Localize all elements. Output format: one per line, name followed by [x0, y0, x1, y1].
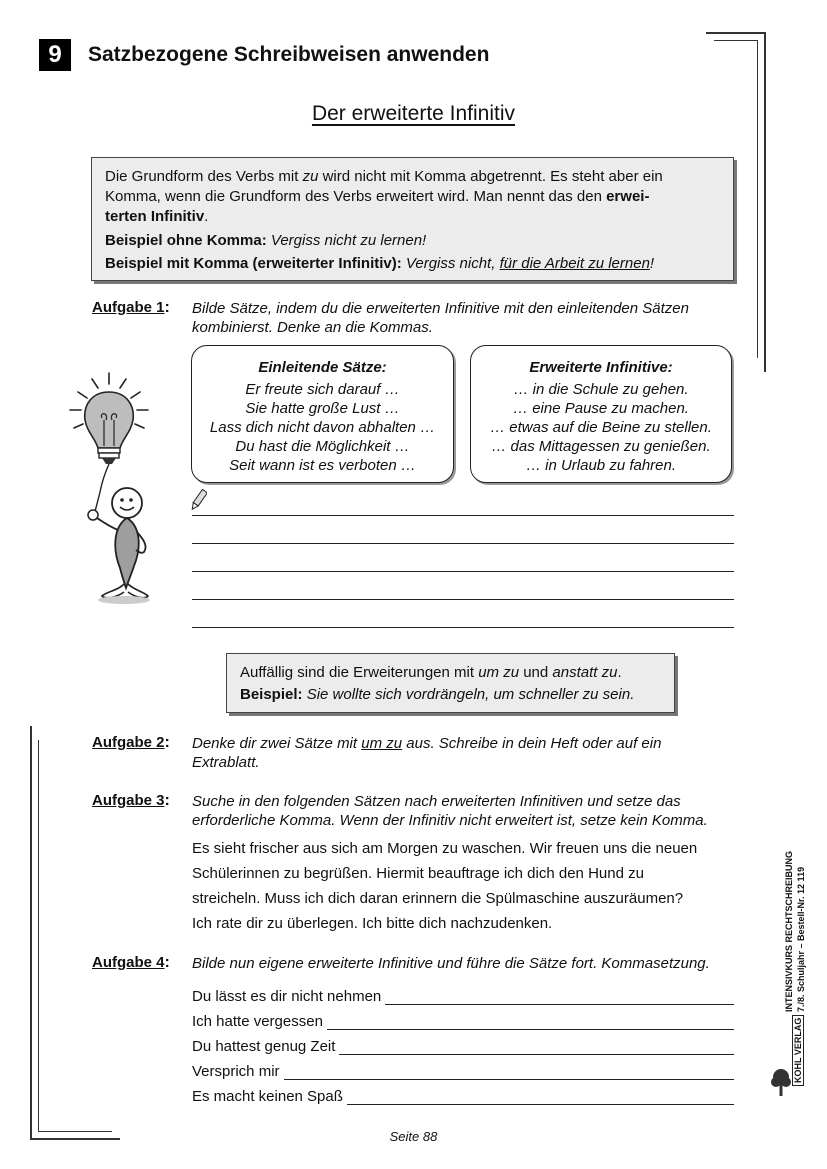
note-text: .: [617, 664, 622, 681]
example-label: Beispiel ohne Komma:: [105, 232, 267, 249]
writing-line[interactable]: [192, 599, 734, 600]
intro-sentence: Lass dich nicht davon abhalten …: [209, 419, 436, 436]
answer-line[interactable]: [347, 1090, 734, 1105]
infinitives-box-heading: Erweiterte Infinitive:: [529, 359, 673, 376]
example-label: Beispiel mit Komma (erweiterter Infinitiv):: [105, 255, 402, 272]
fill-row[interactable]: [192, 1005, 734, 1030]
writing-line[interactable]: [192, 627, 734, 628]
task2-um-zu: um zu: [361, 735, 403, 752]
sentence-starter: Es macht keinen Spaß: [192, 1088, 343, 1105]
intro-sentence: Er freute sich darauf …: [245, 381, 400, 398]
task3-line-2: erforderliche Komma. Wenn der Infinitiv nicht erweitert ist, setze kein Komma.: [192, 812, 708, 829]
example-text: !: [649, 255, 655, 272]
note-text: Auffällig sind die Erweiterungen mit: [240, 664, 479, 681]
rule-text: wird nicht mit Komma abgetrennt. Es steht aber ein: [318, 168, 663, 185]
task2-label-wrap: [92, 734, 170, 752]
task3-text-line: Es sieht frischer aus sich am Morgen zu waschen. Wir freuen uns die neuen: [192, 840, 698, 857]
chapter-number: 9: [39, 39, 71, 71]
page-subtitle: Der erweiterte Infinitiv: [311, 102, 516, 125]
answer-line[interactable]: [385, 990, 734, 1005]
rule-text: Komma, wenn die Grundform des Verbs erweitert wird. Man nennt das den: [105, 188, 607, 205]
task2-label: Aufgabe 2: [92, 734, 165, 751]
note-line-1: [240, 663, 674, 683]
task1-colon: :: [164, 299, 170, 316]
fill-row[interactable]: [192, 1055, 734, 1080]
note-um-zu: um zu: [478, 664, 520, 681]
writing-line[interactable]: [192, 515, 734, 516]
task3-text: [192, 836, 752, 936]
fill-row[interactable]: [192, 1080, 734, 1105]
writing-line[interactable]: [192, 571, 734, 572]
note-anstatt-zu: anstatt zu: [552, 664, 618, 681]
frame-top-line: [706, 32, 766, 34]
rule-term: erwei-: [606, 188, 650, 205]
task1-label: Aufgabe 1: [92, 299, 165, 316]
sentence-starter: Ich hatte vergessen: [192, 1013, 323, 1030]
example-text: Vergiss nicht zu lernen!: [266, 232, 427, 249]
fill-row[interactable]: [192, 1030, 734, 1055]
rule-example-1: [105, 231, 733, 251]
task2-instruction: [192, 734, 752, 772]
task2-text: Denke dir zwei Sätze mit: [192, 735, 362, 752]
answer-line[interactable]: [327, 1015, 734, 1030]
rule-line-1: [105, 167, 733, 187]
rule-example-2: [105, 254, 733, 274]
task4-instruction: Bilde nun eigene erweiterte Infinitive und führe die Sätze fort. Kommasetzung.: [192, 955, 710, 972]
task3-colon: :: [164, 792, 170, 809]
task4-label-wrap: [92, 954, 170, 972]
sentence-starter: Versprich mir: [192, 1063, 280, 1080]
rule-line-2: [105, 187, 733, 207]
lightbulb-figure-icon: [64, 370, 160, 606]
publisher-logo-text: KOHL VERLAG: [792, 1015, 804, 1086]
writing-line[interactable]: [192, 543, 734, 544]
task3-instruction: [192, 792, 762, 830]
frame-top-line-inner: [714, 40, 758, 41]
answer-line[interactable]: [284, 1065, 734, 1080]
rule-text: .: [204, 208, 209, 225]
infinitive-phrase: … in Urlaub zu fahren.: [525, 457, 677, 474]
task3-label: Aufgabe 3: [92, 792, 165, 809]
example-underlined: für die Arbeit zu lernen: [499, 255, 650, 272]
task4-label: Aufgabe 4: [92, 954, 165, 971]
task3-text-line: Ich rate dir zu überlegen. Ich bitte dich nachzudenken.: [192, 915, 553, 932]
task4-fill-lines: [192, 980, 734, 1105]
infinitive-phrase: … eine Pause zu machen.: [513, 400, 689, 417]
task1-label-wrap: [92, 299, 170, 317]
rule-box: [91, 157, 734, 281]
task1-instruction: [192, 299, 752, 337]
note-example-label: Beispiel:: [240, 686, 303, 703]
note-line-2: [240, 685, 674, 705]
rule-line-3: [105, 207, 733, 227]
task2-text: aus. Schreibe in dein Heft oder auf ein: [402, 735, 662, 752]
task4-colon: :: [164, 954, 170, 971]
task3-text-line: streicheln. Muss ich dich daran erinnern die Spülmaschine auszuräumen?: [192, 890, 684, 907]
frame-left-line-inner: [38, 740, 39, 1132]
frame-right-line-inner: [757, 40, 758, 358]
task3-label-wrap: [92, 792, 170, 810]
sentence-starter: Du hattest genug Zeit: [192, 1038, 336, 1055]
intro-sentences-box: [191, 345, 454, 483]
frame-left-line: [30, 726, 32, 1140]
rule-text: Die Grundform des Verbs mit: [105, 168, 303, 185]
example-text: Vergiss nicht,: [401, 255, 500, 272]
task1-line-2: kombinierst. Denke an die Kommas.: [192, 319, 433, 336]
task2-line-2: Extrablatt.: [192, 754, 260, 771]
sentence-starter: Du lässt es dir nicht nehmen: [192, 988, 382, 1005]
frame-right-line: [764, 32, 766, 372]
infinitive-phrase: … in die Schule zu gehen.: [513, 381, 689, 398]
tree-logo-icon: [770, 1068, 792, 1098]
note-box: [226, 653, 675, 713]
task3-line-1: Suche in den folgenden Sätzen nach erweiterten Infinitiven und setze das: [192, 793, 681, 810]
intro-box-heading: Einleitende Sätze:: [258, 359, 387, 376]
rule-term: terten Infinitiv: [105, 208, 205, 225]
rule-zu: zu: [302, 168, 319, 185]
fill-row[interactable]: [192, 980, 734, 1005]
page-number: Seite 88: [389, 1129, 438, 1144]
infinitive-phrase: … etwas auf die Beine zu stellen.: [490, 419, 712, 436]
task2-colon: :: [164, 734, 170, 751]
chapter-title: Satzbezogene Schreibweisen anwenden: [88, 43, 490, 66]
note-text: und: [519, 664, 553, 681]
sidebar-series: INTENSIVKURS RECHTSCHREIBUNG: [784, 850, 794, 1012]
sidebar-order-info: 7./8. Schuljahr – Bestell-Nr. 12 119: [796, 866, 806, 1012]
intro-sentence: Du hast die Möglichkeit …: [235, 438, 410, 455]
task2-line-1: [192, 734, 752, 753]
pencil-icon: [189, 489, 207, 513]
task1-line-1: Bilde Sätze, indem du die erweiterten Infinitive mit den einleitenden Sätzen: [192, 300, 689, 317]
task3-text-line: Schülerinnen zu begrüßen. Hiermit beauftrage ich dich den Hund zu: [192, 865, 644, 882]
note-example-text: Sie wollte sich vordrängeln, um schneller zu sein.: [302, 686, 635, 703]
infinitive-phrase: … das Mittagessen zu genießen.: [491, 438, 711, 455]
intro-sentence: Sie hatte große Lust …: [245, 400, 400, 417]
infinitives-box: [470, 345, 732, 483]
intro-sentence: Seit wann ist es verboten …: [229, 457, 416, 474]
answer-line[interactable]: [339, 1040, 734, 1055]
